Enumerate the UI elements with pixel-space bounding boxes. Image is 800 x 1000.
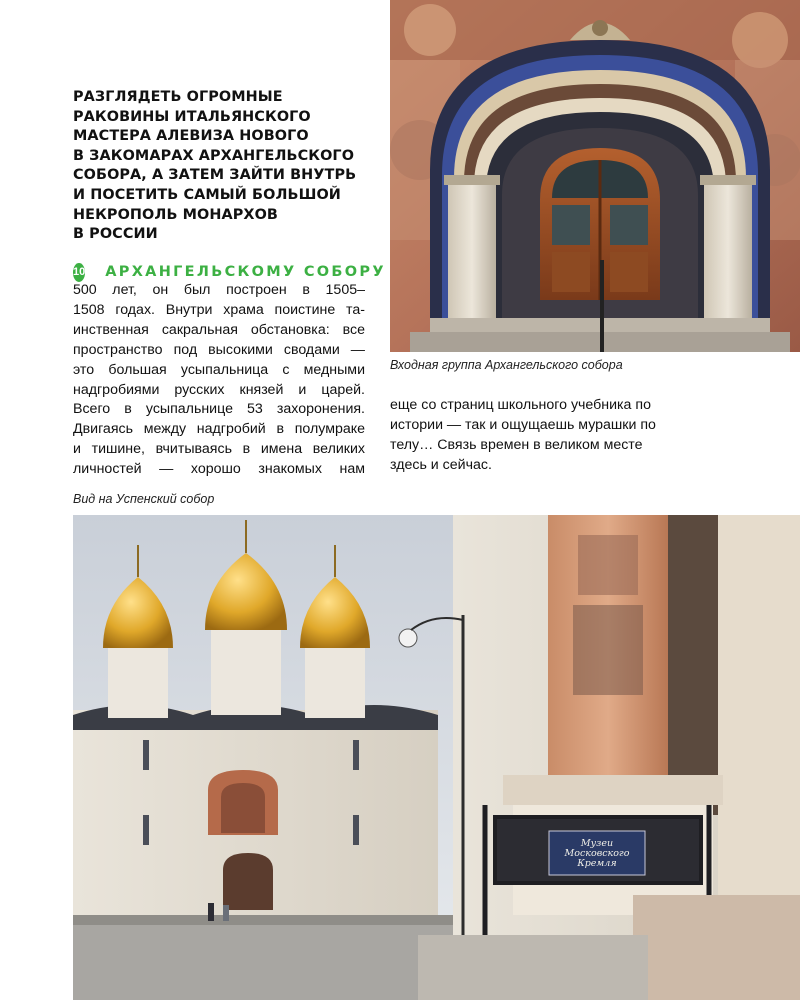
dormition-cathedral-photo [73, 515, 800, 1000]
body-line: и тишине, вчитываясь в имена великих [73, 441, 365, 458]
body-line: 1508 годах. Внутри храма поистине та- [73, 301, 365, 318]
photo-caption-top: Входная группа Архангельского собора [390, 358, 623, 372]
section-heading [73, 262, 386, 282]
body-line: телу… Связь времен в великом месте [390, 436, 643, 453]
body-line: инственная сакральная обстановка: все [73, 321, 365, 338]
body-line: Всего в усыпальнице 53 захоронения. [73, 401, 365, 418]
headline-line: МАСТЕРА АЛЕВИЗА НОВОГО [73, 128, 309, 145]
sign-line: Московского [564, 848, 630, 859]
headline-line: СОБОРА, А ЗАТЕМ ЗАЙТИ ВНУТРЬ [73, 167, 357, 184]
body-line: пространство под высокими сводами — [73, 341, 365, 358]
body-line: надгробиями русских князей и царей. [73, 381, 365, 398]
headline-line: РАЗГЛЯДЕТЬ ОГРОМНЫЕ [73, 89, 283, 105]
body-line: Двигаясь между надгробий в полумраке [73, 421, 365, 438]
body-line: истории — так и ощущаешь мурашки по [390, 416, 656, 433]
headline-line: РАКОВИНЫ ИТАЛЬЯНСКОГО [73, 108, 311, 125]
body-text-left [73, 281, 365, 480]
headline-line: В ЗАКОМАРАХ АРХАНГЕЛЬСКОГО [73, 147, 355, 164]
body-line: 500 лет, он был построен в 1505– [73, 282, 365, 298]
headline-line: И ПОСЕТИТЬ САМЫЙ БОЛЬШОЙ [73, 186, 341, 203]
body-line: здесь и сейчас. [390, 456, 492, 473]
article-headline [73, 88, 373, 245]
body-line: личностей — хорошо знакомых нам [73, 461, 365, 478]
headline-line: НЕКРОПОЛЬ МОНАРХОВ [73, 206, 279, 223]
sign-line: Кремля [577, 858, 617, 869]
section-title: АРХАНГЕЛЬСКОМУ СОБОРУ [105, 264, 386, 280]
body-line: это большая усыпальница с медными [73, 361, 365, 378]
body-line: еще со страниц школьного учебника по [390, 397, 651, 413]
museum-sign [549, 832, 645, 876]
sign-line: Музеи [580, 838, 614, 849]
photo-caption-bottom: Вид на Успенский собор [73, 492, 215, 506]
headline-line: В РОССИИ [73, 226, 158, 243]
body-text-right [390, 396, 700, 476]
section-number-badge: 10 [73, 263, 85, 282]
cathedral-portal-photo [390, 0, 800, 352]
